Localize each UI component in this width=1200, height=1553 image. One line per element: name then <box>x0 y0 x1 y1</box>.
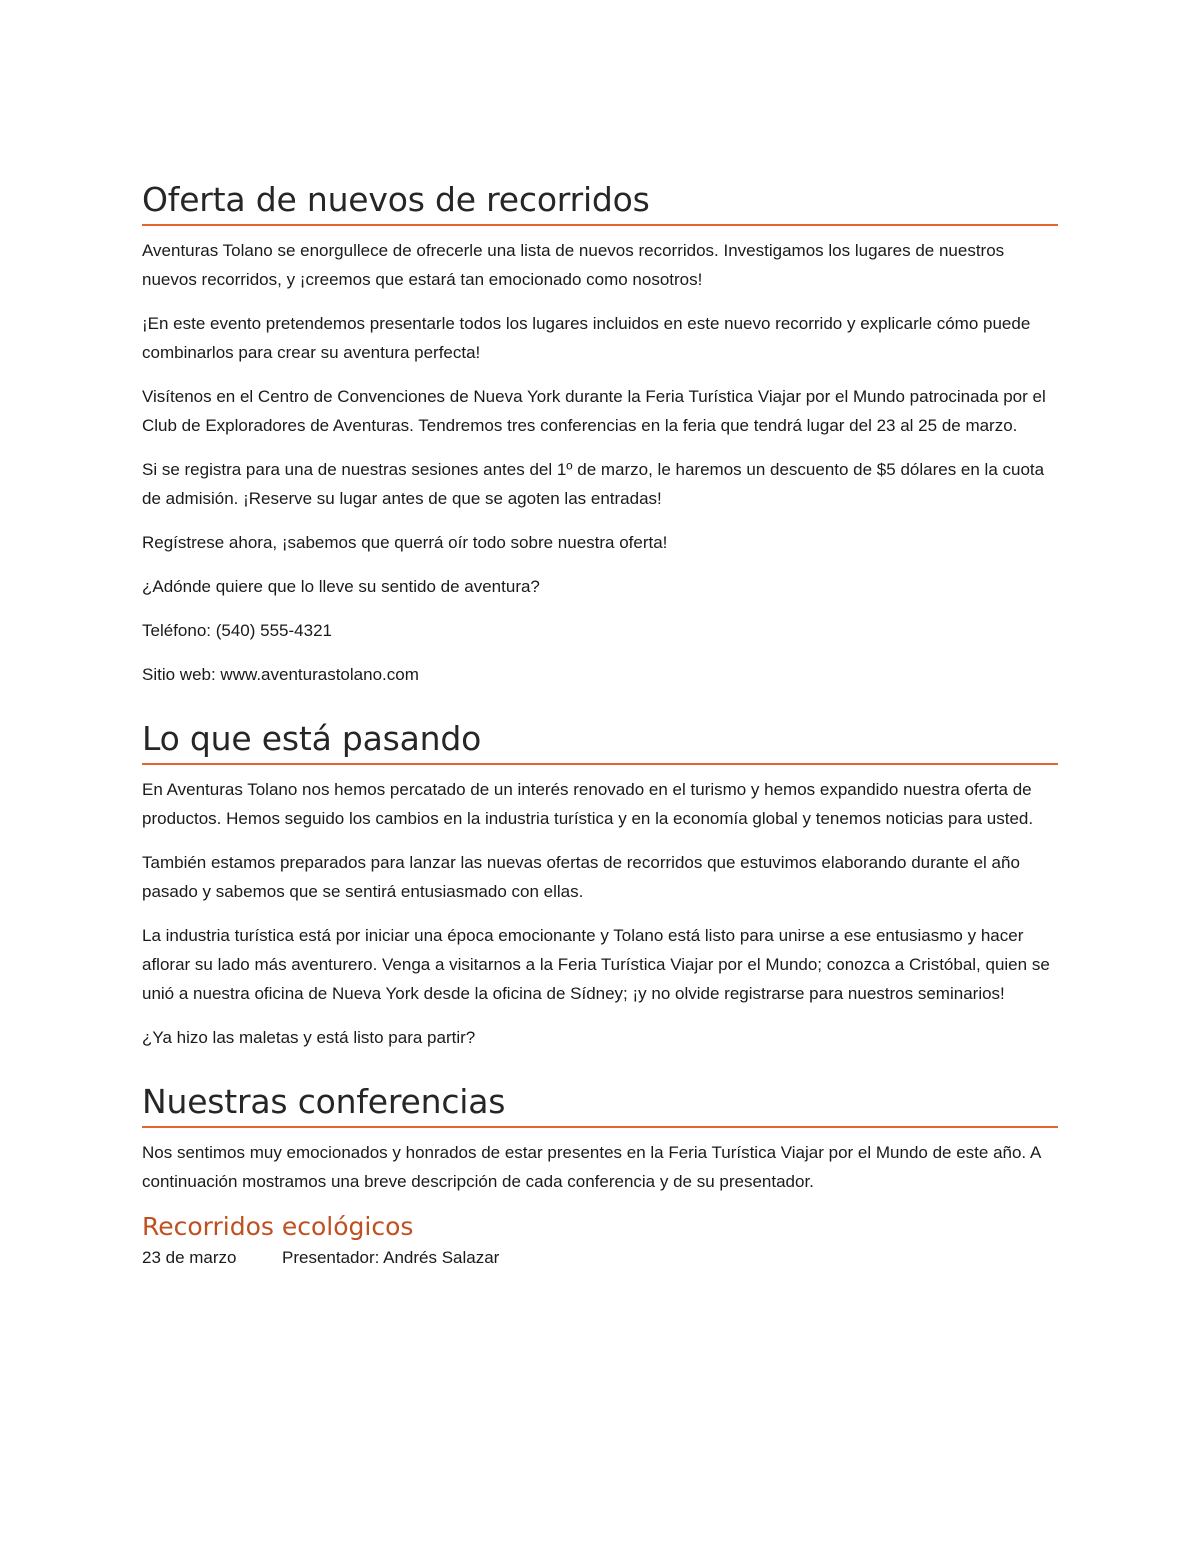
paragraph: ¿Adónde quiere que lo lleve su sentido de aventura? <box>142 577 540 596</box>
paragraph: En Aventuras Tolano nos hemos percatado de un interés renovado en el turismo y hemos expandido nuestra oferta de productos. Hemos seguido los cambios en la industria turística y en la economía global y tenemos noticias para usted. <box>142 780 1034 828</box>
conference-meta <box>142 1245 1058 1271</box>
paragraph: ¡En este evento pretendemos presentarle todos los lugares incluidos en este nuevo recorrido y explicarle cómo puede combinarlos para crear su aventura perfecta! <box>142 314 1031 362</box>
conference-presenter: Presentador: Andrés Salazar <box>282 1248 500 1267</box>
section-heading: Lo que está pasando <box>142 717 1058 765</box>
conference-item <box>142 1211 1058 1271</box>
section-heading: Oferta de nuevos de recorridos <box>142 178 1058 226</box>
section-body <box>142 775 1058 1052</box>
paragraph: Nos sentimos muy emocionados y honrados de estar presentes en la Feria Turística Viajar por el Mundo de este año. A continuación mostramos una breve descripción de cada conferencia y de su presentador. <box>142 1143 1041 1191</box>
paragraph: Aventuras Tolano se enorgullece de ofrecerle una lista de nuevos recorridos. Investigamos los lugares de nuestros nuevos recorridos, y ¡creemos que estará tan emocionado como nosotros! <box>142 241 1005 289</box>
conference-date: 23 de marzo <box>142 1248 237 1267</box>
paragraph: También estamos preparados para lanzar las nuevas ofertas de recorridos que estuvimos elaborando durante el año pasado y sabemos que se sentirá entusiasmado con ellas. <box>142 853 1020 901</box>
paragraph: ¿Ya hizo las maletas y está listo para partir? <box>142 1028 476 1047</box>
section-body <box>142 1138 1058 1271</box>
section-offer <box>142 178 1058 689</box>
section-conferences <box>142 1080 1058 1271</box>
paragraph: Regístrese ahora, ¡sabemos que querrá oír todo sobre nuestra oferta! <box>142 533 668 552</box>
section-heading: Nuestras conferencias <box>142 1080 1058 1128</box>
section-whats-happening <box>142 717 1058 1052</box>
document-page <box>142 178 1058 1299</box>
paragraph: La industria turística está por iniciar una época emocionante y Tolano está listo para unirse a ese entusiasmo y hacer aflorar su lado más aventurero. Venga a visitarnos a la Feria Turística Viajar por el Mundo; conozca a Cristóbal, quien se unió a nuestra oficina de Nueva York desde la oficina de Sídney; ¡y no olvide registrarse para nuestros seminarios! <box>142 926 1050 1003</box>
paragraph: Visítenos en el Centro de Convenciones de Nueva York durante la Feria Turística Viajar por el Mundo patrocinada por el Club de Exploradores de Aventuras. Tendremos tres conferencias en la feria que tendrá lugar del 23 al 25 de marzo. <box>142 387 1046 435</box>
website-line: Sitio web: www.aventurastolano.com <box>142 665 419 684</box>
phone-line: Teléfono: (540) 555-4321 <box>142 621 332 640</box>
conference-title: Recorridos ecológicos <box>142 1212 414 1241</box>
paragraph: Si se registra para una de nuestras sesiones antes del 1º de marzo, le haremos un descuento de $5 dólares en la cuota de admisión. ¡Reserve su lugar antes de que se agoten las entradas! <box>142 460 1045 508</box>
section-body <box>142 236 1058 689</box>
